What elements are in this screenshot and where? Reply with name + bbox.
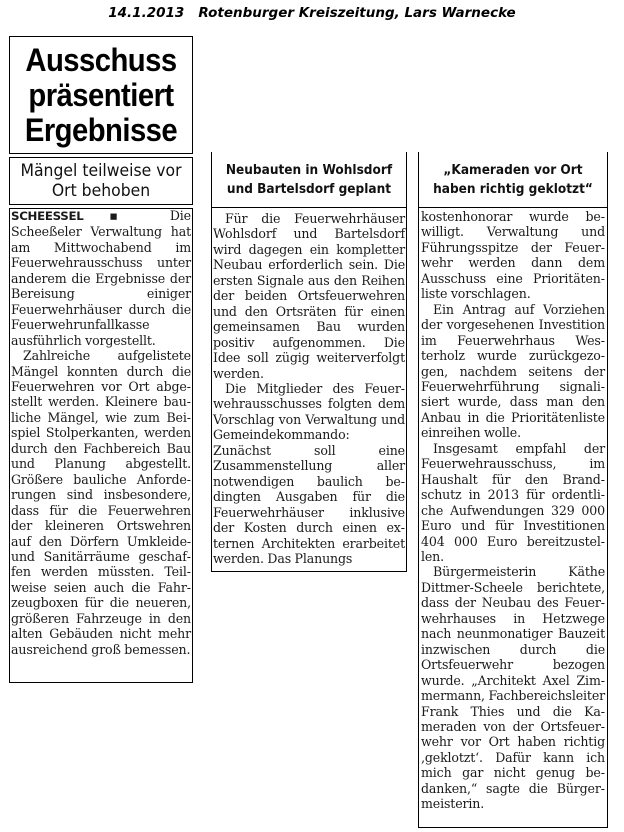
column-2-subheading-box: [211, 152, 407, 208]
headline: Ausschuss präsentiert Ergebnisse: [24, 41, 178, 148]
paragraph: Bürgermeisterin Käthe Dittmer-Scheele berichtete, dass der Neubau des Feuerwehrhauses in Hetzwege nach neunmonatiger Bauzeit inzwischen durch die Ortsfeuerwehr bezogen wurde. „Architekt Axel Zimmermann, Fachbereichsleiter Frank Thies und die Kameraden von der Ortsfeuerwehr vor Ort haben richtig ‚geklotzt‘. Dafür kann ich mich gar nicht genug bedanken,“ sagte die Bürgermeisterin.: [421, 564, 605, 812]
subheadline: Mängel teilweise vor Ort behoben: [20, 161, 182, 201]
paragraph: kostenhonorar wurde bewilligt. Verwaltung und Führungsspitze der Feuerwehr werden dann dem Ausschuss eine Prioritätenliste vorschlagen.: [421, 209, 605, 302]
column-3-subheading-box: [418, 152, 608, 208]
column-3-text: [421, 209, 605, 812]
column-1-text: [11, 208, 191, 657]
paragraph-text: Die Scheeßeler Verwaltung hat am Mittwochabend im Feuerwehrausschuss unter anderem die Ergebnisse der Bereisung einiger Feuerwehrhäuser durch die Feuerwehrunfallkasse ausführlich vorgestellt.: [11, 208, 191, 348]
paragraph: Die Mitglieder des Feuerwehrausschusses folgten dem Vorschlag von Verwaltung und Gemeindekommando: Zunächst soll eine Zusammenstellung aller notwendigen baulich bedingten Ausgaben für die Feuerwehrhäuser inklusive der Kosten durch einen externen Architekten erarbeitet werden. Das Planungs: [213, 380, 405, 566]
paragraph: [11, 208, 191, 348]
source-line: 14.1.2013 Rotenburger Kreiszeitung, Lars Warnecke: [108, 5, 516, 21]
paragraph: Insgesamt empfahl der Feuerwehrausschuss, im Haushalt für den Brandschutz in 2013 für ordentliche Aufwendungen 329 000 Euro und für Investitionen 404 000 Euro bereitzustellen.: [421, 440, 605, 564]
paragraph: Ein Antrag auf Vorziehen der vorgesehenen Investition im Feuerwehrhaus Westerholz wurde zurückgezogen, nachdem seitens der Feuerwehrführung signalisiert wurde, dass man den Anbau in die Prioritätenliste einreihen wolle.: [421, 301, 605, 441]
column-2-subheading: Neubauten in Wohlsdorf und Bartelsdorf geplant: [225, 161, 393, 197]
column-3-subheading: „Kameraden vor Ort haben richtig geklotzt“: [433, 161, 593, 197]
dateline-separator: ▪: [86, 208, 141, 223]
headline-box: [9, 36, 193, 154]
dateline: SCHEESSEL: [11, 209, 84, 223]
paragraph: Zahlreiche aufgelistete Mängel konnten durch die Feuerwehren vor Ort abgestellt werden. Kleinere bauliche Mängel, wie zum Beispiel Stolperkanten, werden durch den Fachbereich Bau und Planung abgestellt. Größere bauliche Anforderungen sind insbesondere, dass für die Feuerwehren der kleineren Ortswehren auf den Dörfern Umkleide- und Sanitärräume geschaffen werden müssten. Teilweise seien auch die Fahrzeugboxen für die neueren, größeren Fahrzeuge in den alten Gebäuden nicht mehr ausreichend groß bemessen.: [11, 348, 191, 657]
column-2-text: [213, 211, 405, 566]
subheadline-box: [9, 157, 193, 205]
paragraph: Für die Feuerwehrhäuser Wohlsdorf und Bartelsdorf wird dagegen ein kompletter Neubau erforderlich sein. Die ersten Signale aus den Reihen der beiden Ortsfeuerwehren und den Ortsräten für einen gemeinsamen Bau wurden positiv aufgenommen. Die Idee soll zügig weiterverfolgt werden.: [213, 211, 405, 381]
